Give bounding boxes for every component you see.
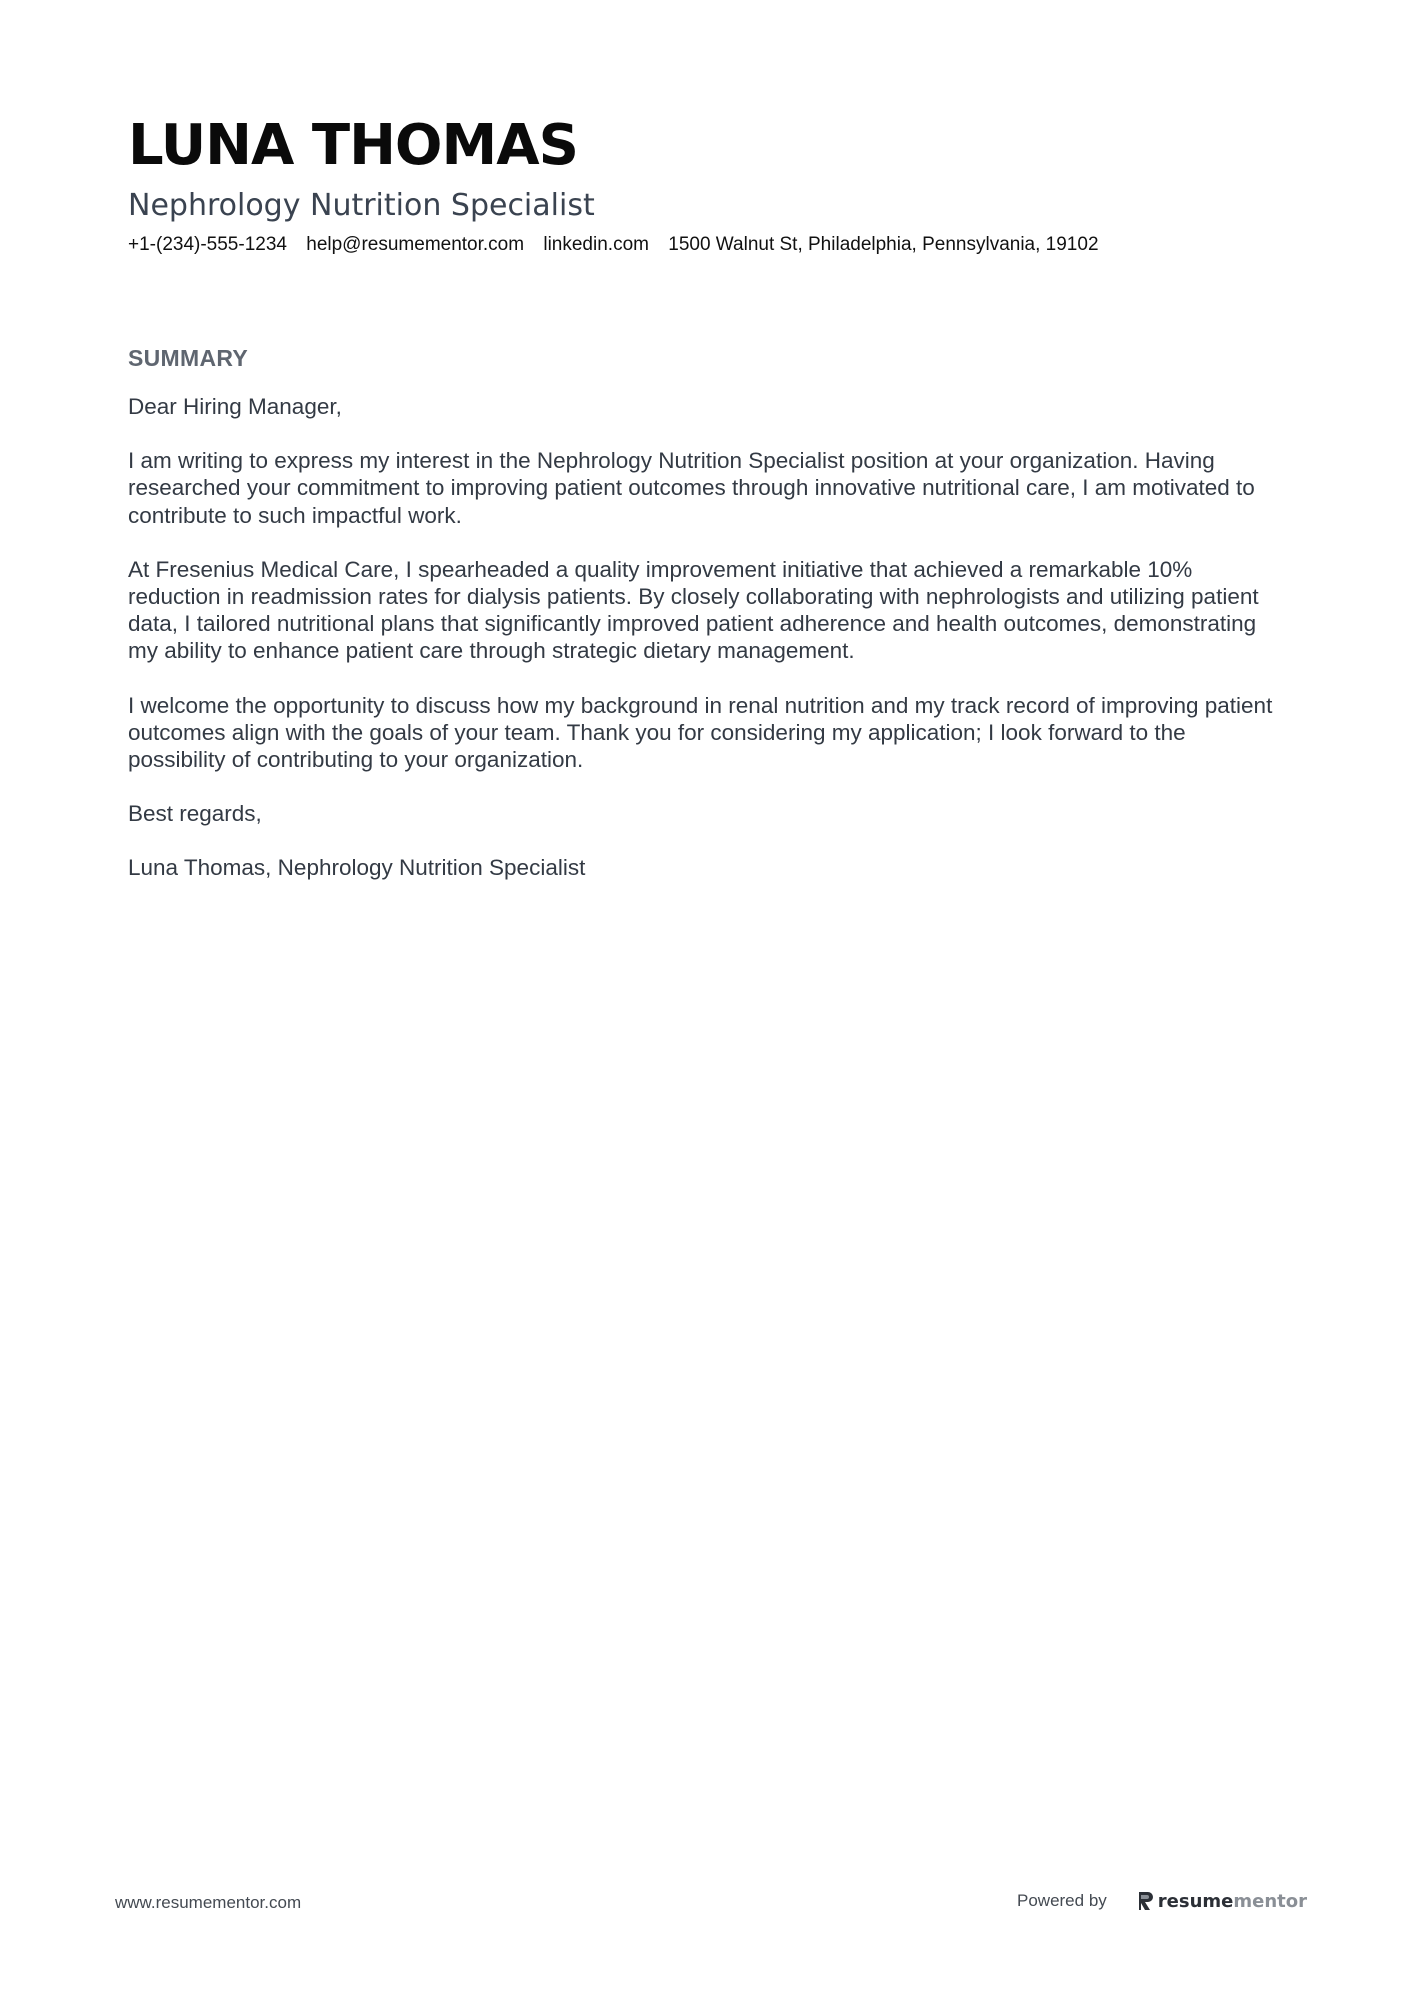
job-title: Nephrology Nutrition Specialist: [128, 188, 595, 223]
brand-logo[interactable]: [1137, 1891, 1307, 1912]
resumementor-logo-icon: [1137, 1891, 1154, 1911]
section-title: SUMMARY: [128, 345, 249, 371]
contact-line: [128, 232, 1308, 258]
powered-by-label: Powered by: [1017, 1891, 1107, 1910]
candidate-name: LUNA THOMAS: [128, 113, 578, 178]
signature: Luna Thomas, Nephrology Nutrition Specialist: [128, 855, 586, 881]
contact-phone: +1-(234)-555-1234: [128, 234, 287, 255]
closing-salutation: Best regards,: [128, 801, 262, 827]
footer-branding: [1017, 1888, 1307, 1914]
summary-section: [128, 343, 1288, 909]
footer-website[interactable]: www.resumementor.com: [115, 1893, 302, 1912]
greeting: Dear Hiring Manager,: [128, 394, 342, 419]
brand-name-part2: mentor: [1233, 1890, 1307, 1912]
contact-email[interactable]: help@resumementor.com: [306, 234, 525, 255]
brand-name-part1: resume: [1157, 1890, 1234, 1912]
paragraph-intro: I am writing to express my interest in the Nephrology Nutrition Specialist position at your organization. Having researched your commitment to improving patient outcomes through innovative nutritional care, I am motivated to contribute to such impactful work.: [128, 448, 1255, 528]
contact-address: 1500 Walnut St, Philadelphia, Pennsylvania, 19102: [668, 234, 1099, 255]
contact-linkedin[interactable]: linkedin.com: [543, 234, 649, 255]
paragraph-experience: At Fresenius Medical Care, I spearheaded a quality improvement initiative that achieved a remarkable 10% reduction in readmission rates for dialysis patients. By closely collaborating with nephrologists and utilizing patient data, I tailored nutritional plans that significantly improved patient adherence and health outcomes, demonstrating my ability to enhance patient care through strategic dietary management.: [128, 556, 1259, 664]
header: [128, 112, 1308, 258]
paragraph-closing: I welcome the opportunity to discuss how my background in renal nutrition and my track record of improving patient outcomes align with the goals of your team. Thank you for considering my application; I look forward to the possibility of contributing to your organization.: [128, 692, 1273, 773]
